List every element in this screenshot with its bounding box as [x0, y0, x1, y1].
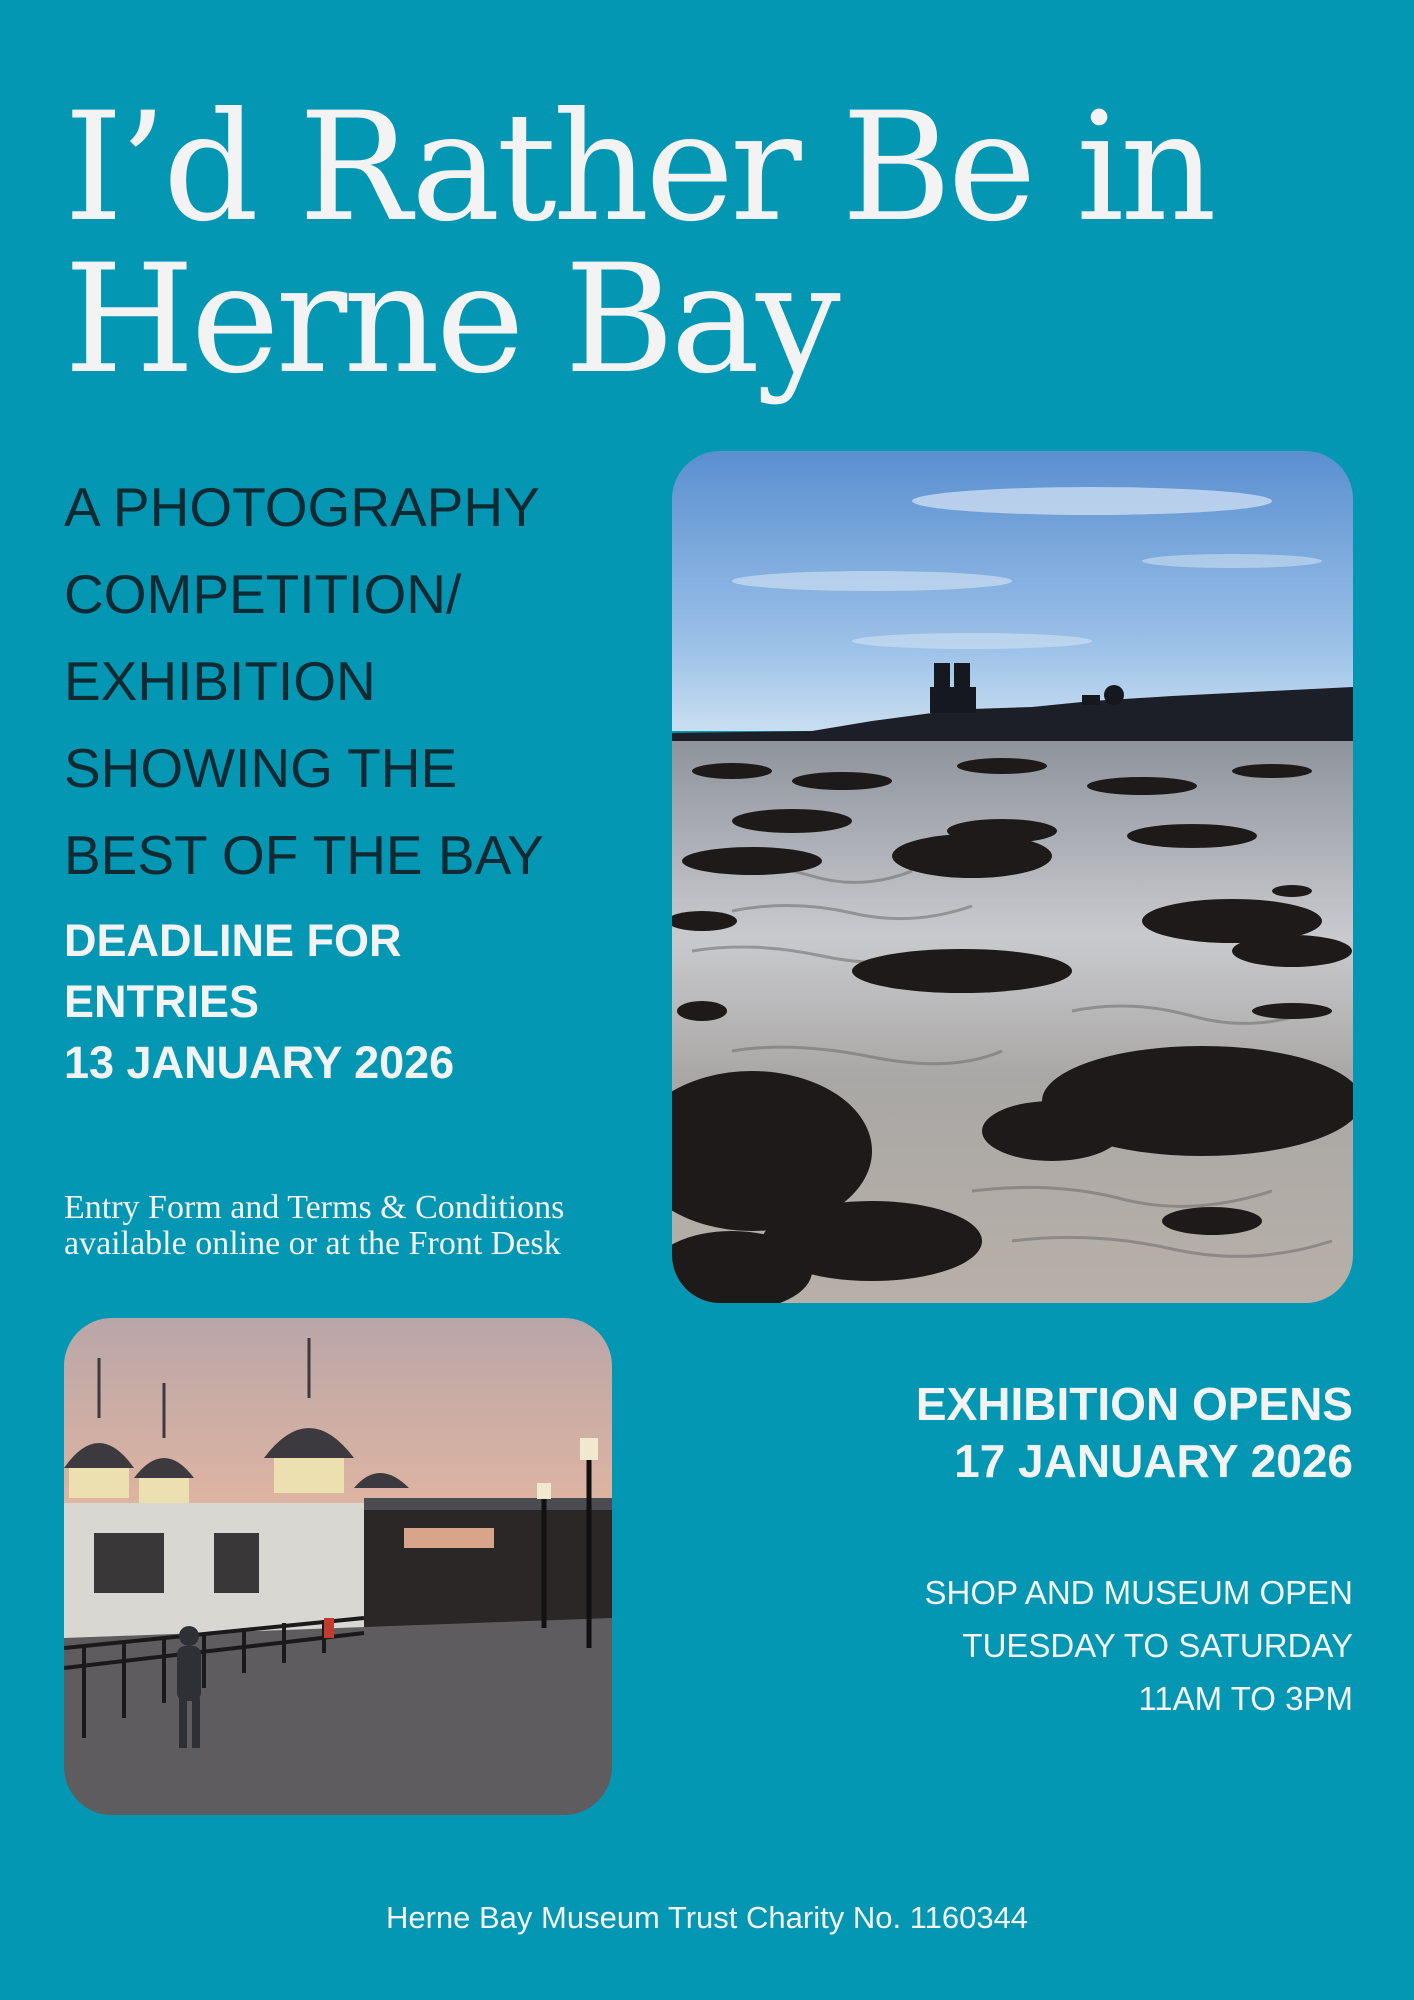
beach-photo [672, 451, 1353, 1303]
entry-info-line: Entry Form and Terms & Conditions [64, 1189, 565, 1226]
exhibition-line: EXHIBITION OPENS [915, 1378, 1353, 1430]
hours-line: 11AM TO 3PM [1138, 1680, 1353, 1717]
hours-line: SHOP AND MUSEUM OPEN [924, 1574, 1353, 1611]
description-line: SHOWING THE [64, 737, 458, 799]
charity-footer: Herne Bay Museum Trust Charity No. 1160344 [385, 1900, 1029, 1935]
poster-title [64, 81, 1264, 407]
description-line: A PHOTOGRAPHY [64, 476, 540, 538]
description-line: BEST OF THE BAY [64, 824, 544, 886]
entry-info-line: available online or at the Front Desk [64, 1225, 561, 1262]
pier-photo [64, 1318, 612, 1815]
title-line: Herne Bay [64, 233, 837, 407]
exhibition-opening [793, 1376, 1353, 1490]
title-line: I’d Rather Be in [64, 81, 1213, 255]
opening-hours [793, 1566, 1353, 1725]
deadline-line: DEADLINE FOR [64, 915, 402, 966]
description-line: EXHIBITION [64, 650, 376, 712]
entry-deadline [64, 910, 624, 1093]
deadline-date: 13 JANUARY 2026 [64, 1037, 455, 1088]
competition-description [64, 464, 664, 899]
deadline-line: ENTRIES [64, 976, 260, 1027]
exhibition-date: 17 JANUARY 2026 [954, 1435, 1353, 1487]
hours-line: TUESDAY TO SATURDAY [962, 1627, 1353, 1664]
description-line: COMPETITION/ [64, 563, 462, 625]
entry-form-info [64, 1190, 664, 1262]
